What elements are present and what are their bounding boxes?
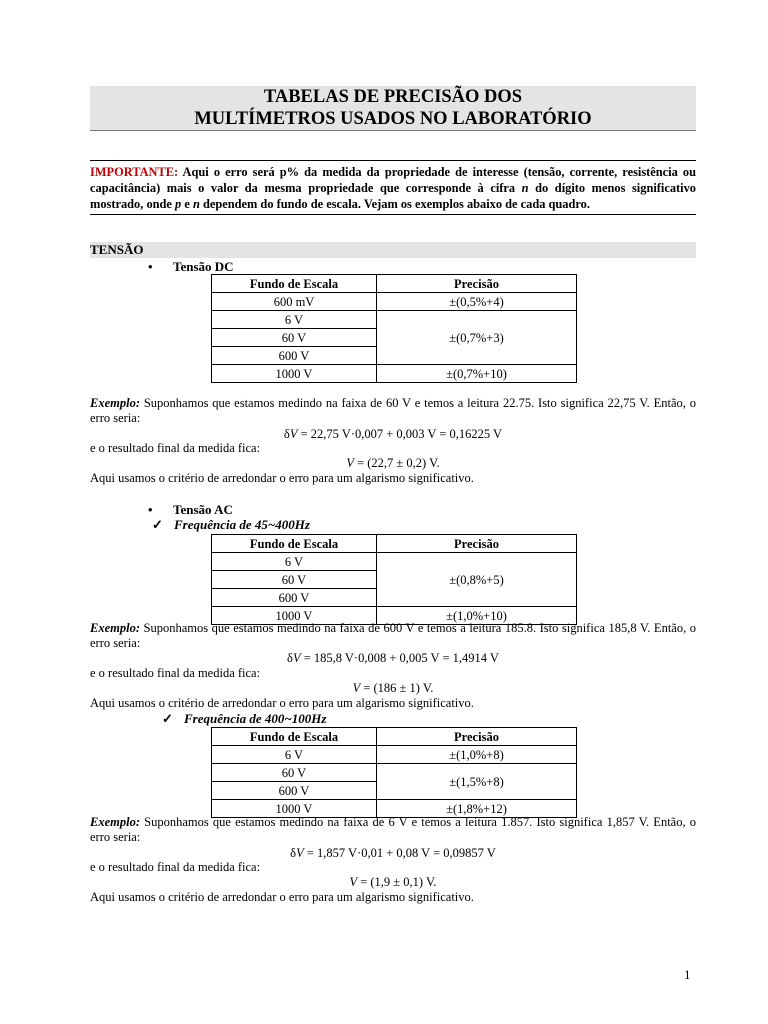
var-v: V (289, 427, 298, 441)
title-line-2: MULTÍMETROS USADOS NO LABORATÓRIO (194, 109, 592, 129)
important-label: IMPORTANTE: (90, 165, 179, 179)
cell-fundo: 600 V (212, 347, 377, 365)
ac2-result (90, 875, 696, 890)
calc-text: = 22,75 V·0,007 + 0,003 V = 0,16225 V (297, 427, 503, 441)
ac1-example (90, 621, 696, 651)
cell-fundo: 60 V (212, 329, 377, 347)
var-v: V (296, 846, 304, 860)
table-header-row (212, 535, 577, 553)
ac1-result-intro: e o resultado final da medida fica: (90, 666, 261, 680)
dc-calculation (90, 427, 696, 442)
dc-result (90, 456, 696, 471)
table-row (212, 311, 577, 329)
cell-precisao: ±(0,7%+10) (377, 365, 577, 383)
delta-symbol: δ (290, 846, 297, 860)
section-heading: TENSÃO (90, 242, 696, 258)
table-row (212, 293, 577, 311)
important-n1: n (521, 181, 529, 195)
header-fundo: Fundo de Escala (212, 728, 377, 746)
ac1-calculation (90, 651, 696, 666)
bullet-dot-icon: • (148, 259, 153, 274)
cell-fundo: 600 V (212, 589, 377, 607)
cell-fundo: 1000 V (212, 365, 377, 383)
delta-symbol: δ (283, 427, 290, 441)
important-text-1: Aqui o erro será p% da medida da propriedade de interesse (tensão, corrente, resistência ou capacitância) mais o valor da mesma propriedade que corresponde à cifra (90, 165, 696, 195)
cell-fundo: 60 V (212, 764, 377, 782)
cell-precisao: ±(1,0%+8) (377, 746, 577, 764)
cell-precisao: ±(0,5%+4) (377, 293, 577, 311)
checkmark-icon: ✓ (152, 517, 163, 532)
exemplo-label: Exemplo: (90, 815, 140, 829)
cell-fundo: 1000 V (212, 607, 377, 625)
cell-precisao: ±(0,8%+5) (377, 553, 577, 607)
exemplo-text: Suponhamos que estamos medindo na faixa de 60 V e temos a leitura 22.75. Isto significa 22,75 V. Então, o erro seria: (90, 396, 696, 425)
header-precisao: Precisão (377, 275, 577, 293)
ac2-calculation (90, 846, 696, 861)
bullet-dc (148, 259, 234, 275)
ac2-criterio: Aqui usamos o critério de arredondar o erro para um algarismo significativo. (90, 890, 474, 904)
bullet-dc-label: Tensão DC (173, 259, 234, 274)
check-freq-2 (162, 711, 326, 727)
header-precisao: Precisão (377, 535, 577, 553)
header-precisao: Precisão (377, 728, 577, 746)
ac2-result-intro: e o resultado final da medida fica: (90, 860, 261, 874)
important-text-3: dependem do fundo de escala. Vejam os exemplos abaixo de cada quadro. (199, 197, 590, 211)
cell-fundo: 600 mV (212, 293, 377, 311)
delta-symbol: δ (287, 651, 293, 665)
result-text: = (22,7 ± 0,2) V. (353, 456, 440, 470)
title-line-1: TABELAS DE PRECISÃO DOS (263, 87, 523, 107)
ac1-result (90, 681, 696, 696)
cell-precisao: ±(0,7%+3) (377, 311, 577, 365)
cell-precisao: ±(1,5%+8) (377, 764, 577, 800)
exemplo-label: Exemplo: (90, 621, 140, 635)
exemplo-label: Exemplo: (90, 396, 140, 410)
result-text: = (186 ± 1) V. (360, 681, 434, 695)
cell-precisao: ±(1,8%+12) (377, 800, 577, 818)
result-text: = (1,9 ± 0,1) V. (357, 875, 437, 889)
table-row (212, 553, 577, 571)
table-header-row (212, 728, 577, 746)
cell-fundo: 6 V (212, 746, 377, 764)
table-row (212, 764, 577, 782)
cell-fundo: 6 V (212, 311, 377, 329)
header-fundo: Fundo de Escala (212, 275, 377, 293)
important-text-2: do dígito menos significativo mostrado, onde (90, 181, 696, 211)
important-e: e (181, 197, 193, 211)
var-v: V (346, 456, 354, 470)
important-n2: n (192, 197, 200, 211)
table-row (212, 365, 577, 383)
dc-criterio: Aqui usamos o critério de arredondar o erro para um algarismo significativo. (90, 471, 474, 485)
var-v: V (352, 681, 361, 695)
header-fundo: Fundo de Escala (212, 535, 377, 553)
checkmark-icon: ✓ (162, 711, 173, 726)
freq-1-label: Frequência de 45~400Hz (174, 517, 310, 532)
bullet-ac (148, 502, 233, 518)
ac2-precision-table (211, 727, 577, 818)
exemplo-text: Suponhamos que estamos medindo na faixa de 600 V e temos a leitura 185.8. Isto significa 185,8 V. Então, o erro seria: (90, 621, 696, 650)
cell-fundo: 600 V (212, 782, 377, 800)
var-v: V (292, 651, 301, 665)
cell-precisao: ±(1,0%+10) (377, 607, 577, 625)
table-header-row (212, 275, 577, 293)
ac2-example (90, 815, 696, 845)
ac1-criterio: Aqui usamos o critério de arredondar o erro para um algarismo significativo. (90, 696, 474, 710)
cell-fundo: 60 V (212, 571, 377, 589)
calc-text: = 1,857 V·0,01 + 0,08 V = 0,09857 V (303, 846, 496, 860)
important-note (90, 160, 696, 215)
cell-fundo: 6 V (212, 553, 377, 571)
cell-fundo: 1000 V (212, 800, 377, 818)
exemplo-text: Suponhamos que estamos medindo na faixa de 6 V e temos a leitura 1.857. Isto significa 1,857 V. Então, o erro seria: (90, 815, 696, 844)
page-title (90, 86, 696, 131)
page-number: 1 (684, 967, 691, 982)
dc-result-intro: e o resultado final da medida fica: (90, 441, 261, 455)
var-v: V (349, 875, 358, 889)
freq-2-label: Frequência de 400~100Hz (184, 711, 327, 726)
bullet-dot-icon: • (148, 502, 153, 517)
important-p: p (175, 197, 182, 211)
dc-example (90, 396, 696, 426)
calc-text: = 185,8 V·0,008 + 0,005 V = 1,4914 V (300, 651, 499, 665)
ac1-precision-table (211, 534, 577, 625)
bullet-ac-label: Tensão AC (173, 502, 233, 517)
dc-precision-table (211, 274, 577, 383)
table-row (212, 746, 577, 764)
check-freq-1 (152, 517, 310, 533)
